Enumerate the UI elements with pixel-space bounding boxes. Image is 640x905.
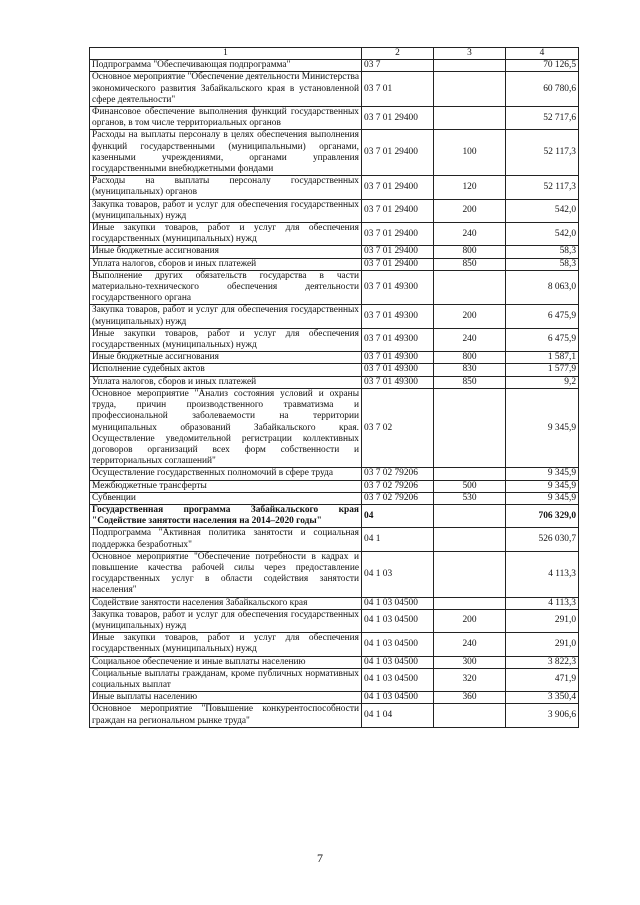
- row-vr-cell: [434, 528, 506, 551]
- row-name-cell: Социальные выплаты гражданам, кроме публичных нормативных социальных выплат: [90, 668, 362, 691]
- row-sum-cell: 6 475,9: [506, 328, 579, 351]
- row-vr-cell: [434, 468, 506, 480]
- row-vr-cell: [434, 504, 506, 527]
- row-name-cell: Основное мероприятие "Обеспечение деятельности Министерства экономического развития Забайкальского края в установленной сфере деятельности": [90, 72, 362, 107]
- table-row: [90, 364, 579, 376]
- row-name-cell: Закупка товаров, работ и услуг для обеспечения государственных (муниципальных) нужд: [90, 609, 362, 632]
- row-name-cell: Иные бюджетные ассигнования: [90, 352, 362, 364]
- row-name-cell: Основное мероприятие "Обеспечение потребности в кадрах и повышение качества рабочей силы через предоставление государственных услуг в области содействия занятости населения": [90, 551, 362, 597]
- row-sum-cell: 70 126,5: [506, 60, 579, 72]
- row-vr-cell: [434, 388, 506, 467]
- row-code-cell: 03 7 01 49300: [362, 305, 434, 328]
- row-name-cell: Иные закупки товаров, работ и услуг для обеспечения государственных (муниципальных) нужд: [90, 223, 362, 246]
- table-row: [90, 633, 579, 656]
- table-row: [90, 199, 579, 222]
- row-vr-cell: 360: [434, 692, 506, 704]
- row-name-cell: Содействие занятости населения Забайкальского края: [90, 597, 362, 609]
- row-name-cell: Субвенции: [90, 492, 362, 504]
- row-sum-cell: 291,0: [506, 609, 579, 632]
- row-code-cell: 04 1 03 04500: [362, 609, 434, 632]
- row-vr-cell: 800: [434, 352, 506, 364]
- row-sum-cell: 58,3: [506, 246, 579, 258]
- row-code-cell: 04 1 04: [362, 704, 434, 727]
- row-sum-cell: 9 345,9: [506, 492, 579, 504]
- row-code-cell: 04 1 03 04500: [362, 656, 434, 668]
- table-row: [90, 258, 579, 270]
- row-sum-cell: 9 345,9: [506, 480, 579, 492]
- row-code-cell: 03 7 01 49300: [362, 352, 434, 364]
- row-vr-cell: 320: [434, 668, 506, 691]
- row-sum-cell: 4 113,3: [506, 551, 579, 597]
- row-vr-cell: 200: [434, 305, 506, 328]
- row-vr-cell: 240: [434, 633, 506, 656]
- table-row: [90, 492, 579, 504]
- row-sum-cell: 52 717,6: [506, 107, 579, 130]
- row-name-cell: Иные бюджетные ассигнования: [90, 246, 362, 258]
- row-code-cell: 03 7 01 29400: [362, 107, 434, 130]
- row-name-cell: Основное мероприятие "Повышение конкурентоспособности граждан на региональном рынке труда": [90, 704, 362, 727]
- row-sum-cell: 9 345,9: [506, 388, 579, 467]
- row-sum-cell: 471,9: [506, 668, 579, 691]
- row-sum-cell: 58,3: [506, 258, 579, 270]
- row-name-cell: Подпрограмма "Активная политика занятости и социальная поддержка безработных": [90, 528, 362, 551]
- row-code-cell: 04 1 03 04500: [362, 692, 434, 704]
- table-row: [90, 72, 579, 107]
- table-row: [90, 60, 579, 72]
- row-vr-cell: [434, 72, 506, 107]
- row-name-cell: Расходы на выплаты персоналу в целях обеспечения выполнения функций государственными (муниципальными) органами, казенными учреждениями, органами управления государственными внебюджетными фондами: [90, 130, 362, 176]
- row-vr-cell: 500: [434, 480, 506, 492]
- row-sum-cell: 542,0: [506, 199, 579, 222]
- table-row: [90, 692, 579, 704]
- row-vr-cell: 240: [434, 223, 506, 246]
- row-name-cell: Осуществление государственных полномочий в сфере труда: [90, 468, 362, 480]
- row-vr-cell: [434, 107, 506, 130]
- row-vr-cell: 850: [434, 376, 506, 388]
- row-code-cell: 03 7 02: [362, 388, 434, 467]
- row-vr-cell: [434, 551, 506, 597]
- row-code-cell: 04: [362, 504, 434, 527]
- row-vr-cell: [434, 597, 506, 609]
- row-vr-cell: 240: [434, 328, 506, 351]
- table-row: [90, 704, 579, 727]
- row-sum-cell: 60 780,6: [506, 72, 579, 107]
- row-name-cell: Иные закупки товаров, работ и услуг для обеспечения государственных (муниципальных) нужд: [90, 633, 362, 656]
- row-code-cell: 03 7: [362, 60, 434, 72]
- row-name-cell: Основное мероприятие "Анализ состояния условий и охраны труда, причин производственного травматизма и профессиональной заболеваемости на территории муниципальных образований Забайкальского края. Осуществление уведомительной регистрации коллективных договоров организаций всех форм собственности и территориальных соглашений": [90, 388, 362, 467]
- table-row: [90, 223, 579, 246]
- table-row: [90, 270, 579, 305]
- row-name-cell: Исполнение судебных актов: [90, 364, 362, 376]
- row-sum-cell: 291,0: [506, 633, 579, 656]
- row-vr-cell: [434, 704, 506, 727]
- table-row: [90, 528, 579, 551]
- row-vr-cell: [434, 60, 506, 72]
- row-code-cell: 03 7 01: [362, 72, 434, 107]
- row-name-cell: Иные закупки товаров, работ и услуг для обеспечения государственных (муниципальных) нужд: [90, 328, 362, 351]
- row-vr-cell: 830: [434, 364, 506, 376]
- row-name-cell: Государственная программа Забайкальского края "Содействие занятости населения на 2014–2020 годы": [90, 504, 362, 527]
- row-sum-cell: 526 030,7: [506, 528, 579, 551]
- row-sum-cell: 1 577,9: [506, 364, 579, 376]
- row-code-cell: 04 1 03 04500: [362, 668, 434, 691]
- table-row: [90, 480, 579, 492]
- row-sum-cell: 706 329,0: [506, 504, 579, 527]
- row-sum-cell: 1 587,1: [506, 352, 579, 364]
- row-code-cell: 03 7 02 79206: [362, 468, 434, 480]
- row-code-cell: 03 7 01 29400: [362, 246, 434, 258]
- row-code-cell: 03 7 01 29400: [362, 258, 434, 270]
- row-vr-cell: 200: [434, 609, 506, 632]
- row-sum-cell: 542,0: [506, 223, 579, 246]
- row-vr-cell: [434, 270, 506, 305]
- header-col-4: 4: [506, 48, 579, 60]
- row-code-cell: 03 7 02 79206: [362, 480, 434, 492]
- row-name-cell: Закупка товаров, работ и услуг для обеспечения государственных (муниципальных) нужд: [90, 199, 362, 222]
- row-vr-cell: 300: [434, 656, 506, 668]
- page-number: 7: [317, 851, 323, 865]
- row-vr-cell: 800: [434, 246, 506, 258]
- table-row: [90, 376, 579, 388]
- row-sum-cell: 9 345,9: [506, 468, 579, 480]
- row-code-cell: 03 7 01 49300: [362, 376, 434, 388]
- row-name-cell: Иные выплаты населению: [90, 692, 362, 704]
- row-sum-cell: 3 906,6: [506, 704, 579, 727]
- row-code-cell: 03 7 02 79206: [362, 492, 434, 504]
- row-sum-cell: 52 117,3: [506, 130, 579, 176]
- table-row: [90, 305, 579, 328]
- row-code-cell: 04 1 03: [362, 551, 434, 597]
- row-code-cell: 03 7 01 49300: [362, 328, 434, 351]
- row-code-cell: 03 7 01 29400: [362, 223, 434, 246]
- row-name-cell: Закупка товаров, работ и услуг для обеспечения государственных (муниципальных) нужд: [90, 305, 362, 328]
- budget-table: [89, 47, 579, 728]
- row-code-cell: 04 1 03 04500: [362, 633, 434, 656]
- row-name-cell: Межбюджетные трансферты: [90, 480, 362, 492]
- table-row: [90, 551, 579, 597]
- header-col-3: 3: [434, 48, 506, 60]
- row-vr-cell: 850: [434, 258, 506, 270]
- row-name-cell: Финансовое обеспечение выполнения функций государственных органов, в том числе территориальных органов: [90, 107, 362, 130]
- row-code-cell: 03 7 01 29400: [362, 176, 434, 199]
- table-row: [90, 597, 579, 609]
- row-sum-cell: 3 350,4: [506, 692, 579, 704]
- row-name-cell: Уплата налогов, сборов и иных платежей: [90, 258, 362, 270]
- row-vr-cell: 530: [434, 492, 506, 504]
- table-row: [90, 656, 579, 668]
- row-vr-cell: 120: [434, 176, 506, 199]
- row-name-cell: Социальное обеспечение и иные выплаты населению: [90, 656, 362, 668]
- table-row: [90, 668, 579, 691]
- table-row: [90, 328, 579, 351]
- table-row: [90, 176, 579, 199]
- table-row: [90, 609, 579, 632]
- row-vr-cell: 100: [434, 130, 506, 176]
- header-col-1: 1: [90, 48, 362, 60]
- row-sum-cell: 6 475,9: [506, 305, 579, 328]
- table-row: [90, 468, 579, 480]
- table-header-row: [90, 48, 579, 60]
- row-code-cell: 03 7 01 49300: [362, 364, 434, 376]
- table-row: [90, 130, 579, 176]
- row-sum-cell: 52 117,3: [506, 176, 579, 199]
- row-code-cell: 04 1: [362, 528, 434, 551]
- row-sum-cell: 8 063,0: [506, 270, 579, 305]
- row-name-cell: Расходы на выплаты персоналу государственных (муниципальных) органов: [90, 176, 362, 199]
- header-col-2: 2: [362, 48, 434, 60]
- row-code-cell: 03 7 01 29400: [362, 199, 434, 222]
- row-name-cell: Подпрограмма "Обеспечивающая подпрограмма": [90, 60, 362, 72]
- row-sum-cell: 3 822,3: [506, 656, 579, 668]
- row-vr-cell: 200: [434, 199, 506, 222]
- row-name-cell: Уплата налогов, сборов и иных платежей: [90, 376, 362, 388]
- row-name-cell: Выполнение других обязательств государства в части материально-технического обеспечения деятельности государственного органа: [90, 270, 362, 305]
- row-code-cell: 04 1 03 04500: [362, 597, 434, 609]
- table-row: [90, 352, 579, 364]
- row-code-cell: 03 7 01 49300: [362, 270, 434, 305]
- table-row: [90, 107, 579, 130]
- row-sum-cell: 9,2: [506, 376, 579, 388]
- row-sum-cell: 4 113,3: [506, 597, 579, 609]
- table-row: [90, 246, 579, 258]
- table-row: [90, 504, 579, 527]
- row-code-cell: 03 7 01 29400: [362, 130, 434, 176]
- table-row: [90, 388, 579, 467]
